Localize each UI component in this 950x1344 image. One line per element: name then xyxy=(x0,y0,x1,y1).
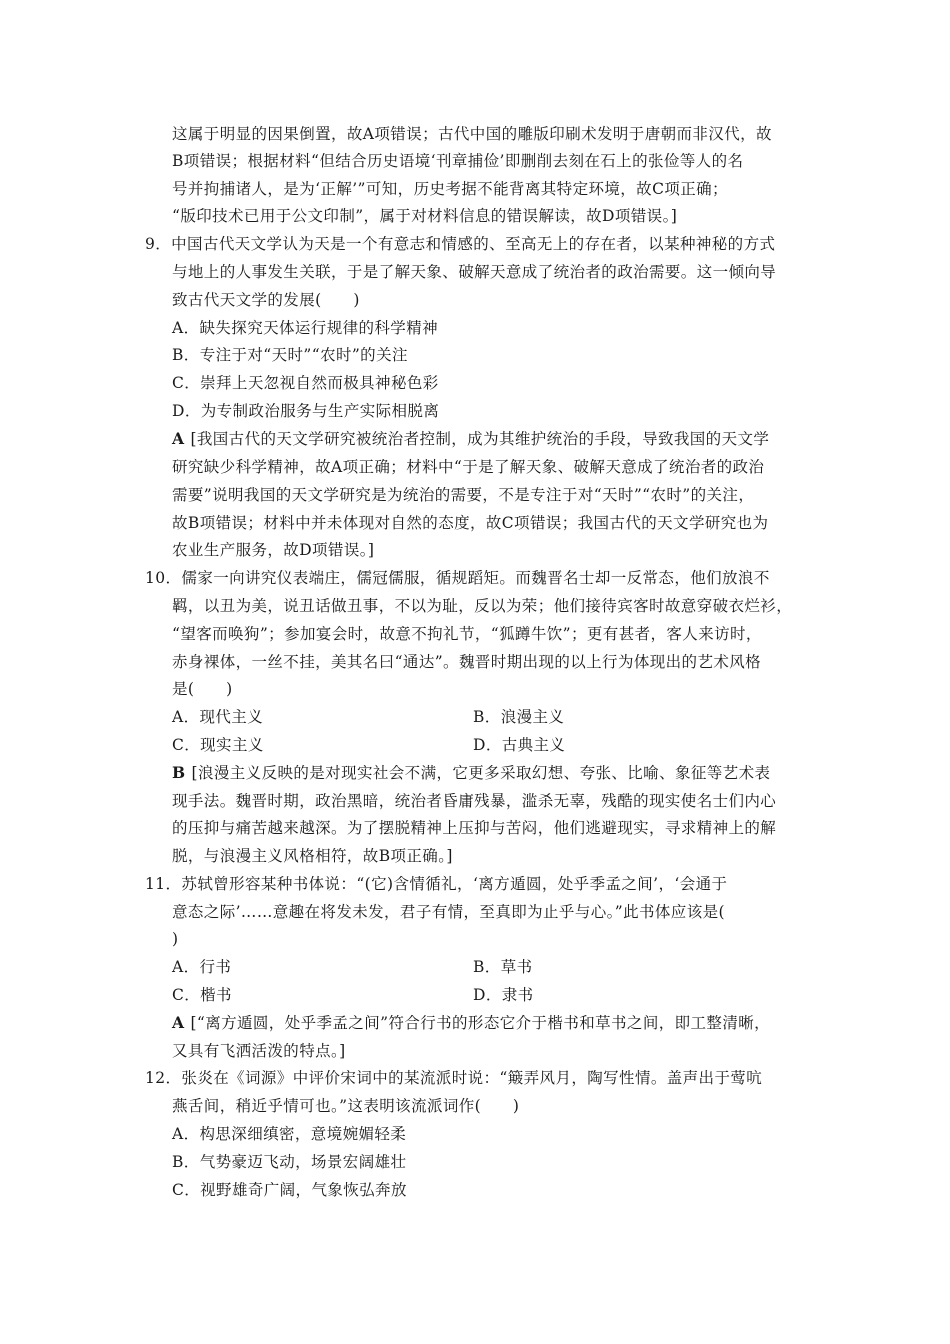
question-stem: 羁，以丑为美，说丑话做丑事，不以为耻，反以为荣；他们接待宾客时故意穿破衣烂衫， xyxy=(172,597,793,615)
explanation-line: 研究缺少科学精神，故A项正确；材料中“于是了解天象、破解天意成了统治者的政治 xyxy=(172,458,765,476)
option: D．为专制政治服务与生产实际相脱离 xyxy=(172,402,440,420)
explanation-text: [浪漫主义反映的是对现实社会不满，它更多采取幻想、夸张、比喻、象征等艺术表 xyxy=(191,764,771,782)
question-stem: 12．张炎在《词源》中评价宋词中的某流派时说：“簸弄风月，陶写性情。盖声出于莺吭 xyxy=(145,1069,763,1087)
question-stem: 11．苏轼曾形容某种书体说：“(它)含情循礼，‘离方遁圆，处乎季孟之间’，‘会通于 xyxy=(145,875,728,893)
option: C．现实主义 xyxy=(172,736,264,754)
explanation-line xyxy=(172,429,769,449)
answer-letter: A xyxy=(172,429,185,448)
explanation-line: B项错误；根据材料“但结合历史语境‘刊章捕俭’即删削去刻在石上的张俭等人的名 xyxy=(172,152,744,170)
option: C．崇拜上天忽视自然而极具神秘色彩 xyxy=(172,374,439,392)
question-stem: 赤身裸体，一丝不挂，美其名曰“通达”。魏晋时期出现的以上行为体现出的艺术风格 xyxy=(172,653,762,671)
option: D．隶书 xyxy=(473,986,534,1004)
explanation-line: 号并拘捕诸人，是为‘正解’”可知，历史考据不能背离其特定环境，故C项正确； xyxy=(172,180,728,198)
option: B．浪漫主义 xyxy=(473,708,565,726)
answer-letter: A xyxy=(172,1013,185,1032)
explanation-line: 又具有飞洒活泼的特点。] xyxy=(172,1042,346,1060)
explanation-line: 农业生产服务，故D项错误。] xyxy=(172,541,375,559)
question-stem: 意态之际’……意趣在将发未发，君子有情，至真即为止乎与心。”此书体应该是( xyxy=(172,903,725,921)
explanation-line: “版印技术已用于公文印制”，属于对材料信息的错误解读，故D项错误。] xyxy=(172,207,678,225)
explanation-line: 这属于明显的因果倒置，故A项错误；古代中国的雕版印刷术发明于唐朝而非汉代，故 xyxy=(172,125,772,143)
question-stem: 9．中国古代天文学认为天是一个有意志和情感的、至高无上的存在者，以某种神秘的方式 xyxy=(145,235,776,253)
question-stem: ) xyxy=(172,930,179,948)
answer-letter: B xyxy=(172,763,186,782)
option: C．视野雄奇广阔，气象恢弘奔放 xyxy=(172,1181,407,1199)
question-stem: 与地上的人事发生关联，于是了解天象、破解天意成了统治者的政治需要。这一倾向导 xyxy=(172,263,777,281)
explanation-line: 故B项错误；材料中并未体现对自然的态度，故C项错误；我国古代的天文学研究也为 xyxy=(172,514,769,532)
option: A．现代主义 xyxy=(172,708,264,726)
explanation-line: 脱，与浪漫主义风格相符，故B项正确。] xyxy=(172,847,453,865)
option: C．楷书 xyxy=(172,986,232,1004)
explanation-line: 需要”说明我国的天文学研究是为统治的需要，不是专注于对“天时”“农时”的关注， xyxy=(172,486,755,504)
option: B．气势豪迈飞动，场景宏阔雄壮 xyxy=(172,1153,407,1171)
explanation-line xyxy=(172,763,770,783)
explanation-text: [我国古代的天文学研究被统治者控制，成为其维护统治的手段，导致我国的天文学 xyxy=(190,430,770,448)
explanation-text: [“离方遁圆，处乎季孟之间”符合行书的形态它介于楷书和草书之间，即工整清晰， xyxy=(190,1014,771,1032)
option: B．专注于对“天时”“农时”的关注 xyxy=(172,346,408,364)
option: A．构思深细缜密，意境婉媚轻柔 xyxy=(172,1125,407,1143)
question-stem: 燕舌间，稍近乎情可也。”这表明该流派词作( ) xyxy=(172,1097,520,1115)
option: A．缺失探究天体运行规律的科学精神 xyxy=(172,319,438,337)
option: A．行书 xyxy=(172,958,232,976)
question-stem: “望客而唤狗”；参加宴会时，故意不拘礼节，“狐蹲牛饮”；更有甚者，客人来访时， xyxy=(172,625,762,643)
explanation-line: 现手法。魏晋时期，政治黑暗，统治者昏庸残暴，滥杀无辜，残酷的现实使名士们内心 xyxy=(172,792,777,810)
explanation-line: 的压抑与痛苦越来越深。为了摆脱精神上压抑与苦闷，他们逃避现实，寻求精神上的解 xyxy=(172,819,777,837)
question-stem: 是( ) xyxy=(172,680,233,698)
option: B．草书 xyxy=(473,958,533,976)
option: D．古典主义 xyxy=(473,736,566,754)
question-stem: 致古代天文学的发展( ) xyxy=(172,291,360,309)
question-stem: 10．儒家一向讲究仪表端庄，儒冠儒服，循规蹈矩。而魏晋名士却一反常态，他们放浪不 xyxy=(145,569,770,587)
explanation-line xyxy=(172,1013,770,1033)
